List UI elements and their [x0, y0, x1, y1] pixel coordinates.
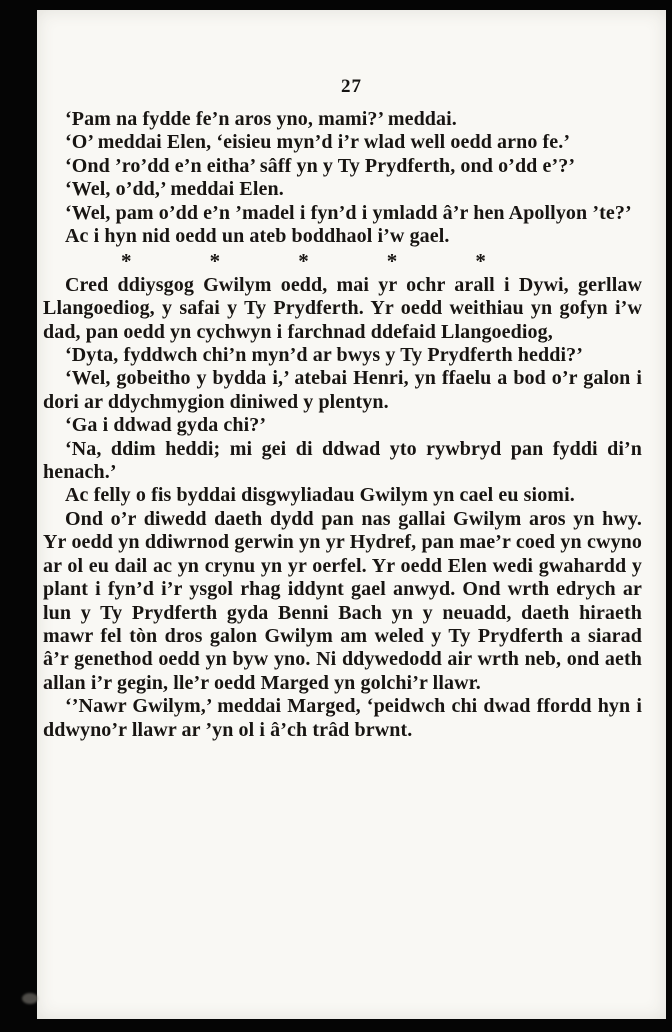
paragraph: Cred ddiysgog Gwilym oedd, mai yr ochr arall i Dywi, gerllaw Llangoediog, y safai y Ty Prydferth. Yr oedd weithiau yn gofyn i’w dad, pan oedd yn cychwyn i farchnad ddefaid Llangoediog, — [43, 273, 642, 343]
asterisk-separator — [121, 249, 486, 272]
paragraph: Ac felly o fis byddai disgwyliadau Gwilym yn cael eu siomi. — [65, 484, 575, 507]
paragraph: ‘Ga i ddwad gyda chi?’ — [65, 414, 267, 437]
asterisk: * — [386, 248, 398, 273]
paragraph: ‘O’ meddai Elen, ‘eisieu myn’d i’r wlad well oedd arno fe.’ — [65, 131, 571, 154]
paragraph: ‘Na, ddim heddi; mi gei di ddwad yto rywbryd pan fyddi di’n henach.’ — [43, 437, 642, 484]
paragraph: ‘Wel, gobeitho y bydda i,’ atebai Henri, yn ffaelu a bod o’r galon i dori ar ddychmygion diniwed y plentyn. — [43, 367, 642, 413]
asterisk: * — [121, 248, 132, 273]
paragraph: ‘Pam na fydde fe’n aros yno, mami?’ meddai. — [65, 108, 457, 130]
paragraph: Ond o’r diwedd daeth dydd pan nas gallai Gwilym aros yn hwy. Yr oedd yn ddiwrnod gerwin yn yr Hydref, pan mae’r coed yn cwyno ar ol eu dail ac yn crynu yn yr oerfel. Yr oedd Elen wedi gwahardd y plant i fyn’d i’r ysgol rhag iddynt gael anwyd. Ond wrth edrych ar lun y Ty Prydferth gyda Benni Bach yn y neuadd, daeth hiraeth mawr fel tòn dros galon Gwilym am weled y Ty Prydferth a siarad â’r genethod oedd yn byw yno. Ni ddywedodd air wrth neb, ond aeth allan i’r gegin, lle’r oedd Marged yn golchi’r llawr. — [43, 507, 642, 694]
scan-smudge — [22, 993, 38, 1004]
book-page — [37, 10, 666, 1019]
paragraph: ‘’Nawr Gwilym,’ meddai Marged, ‘peidwch chi dwad ffordd hyn i ddwyno’r llawr ar ’yn ol i â’ch trâd brwnt. — [43, 695, 642, 741]
paragraph: ‘Dyta, fyddwch chi’n myn’d ar bwys y Ty Prydferth heddi?’ — [65, 344, 583, 367]
asterisk: * — [209, 248, 221, 273]
paragraph: ‘Wel, o’dd,’ meddai Elen. — [65, 178, 284, 201]
text-block — [43, 108, 642, 742]
paragraph: Ac i hyn nid oedd un ateb boddhaol i’w gael. — [65, 225, 450, 248]
paragraph: ‘Ond ’ro’dd e’n eitha’ sâff yn y Ty Prydferth, ond o’dd e’?’ — [65, 154, 576, 177]
asterisk: * — [475, 248, 486, 273]
paragraph: ‘Wel, pam o’dd e’n ’madel i fyn’d i ymladd â’r hen Apollyon ’te?’ — [65, 201, 632, 224]
page-number: 27 — [341, 76, 362, 97]
asterisk: * — [298, 248, 309, 273]
